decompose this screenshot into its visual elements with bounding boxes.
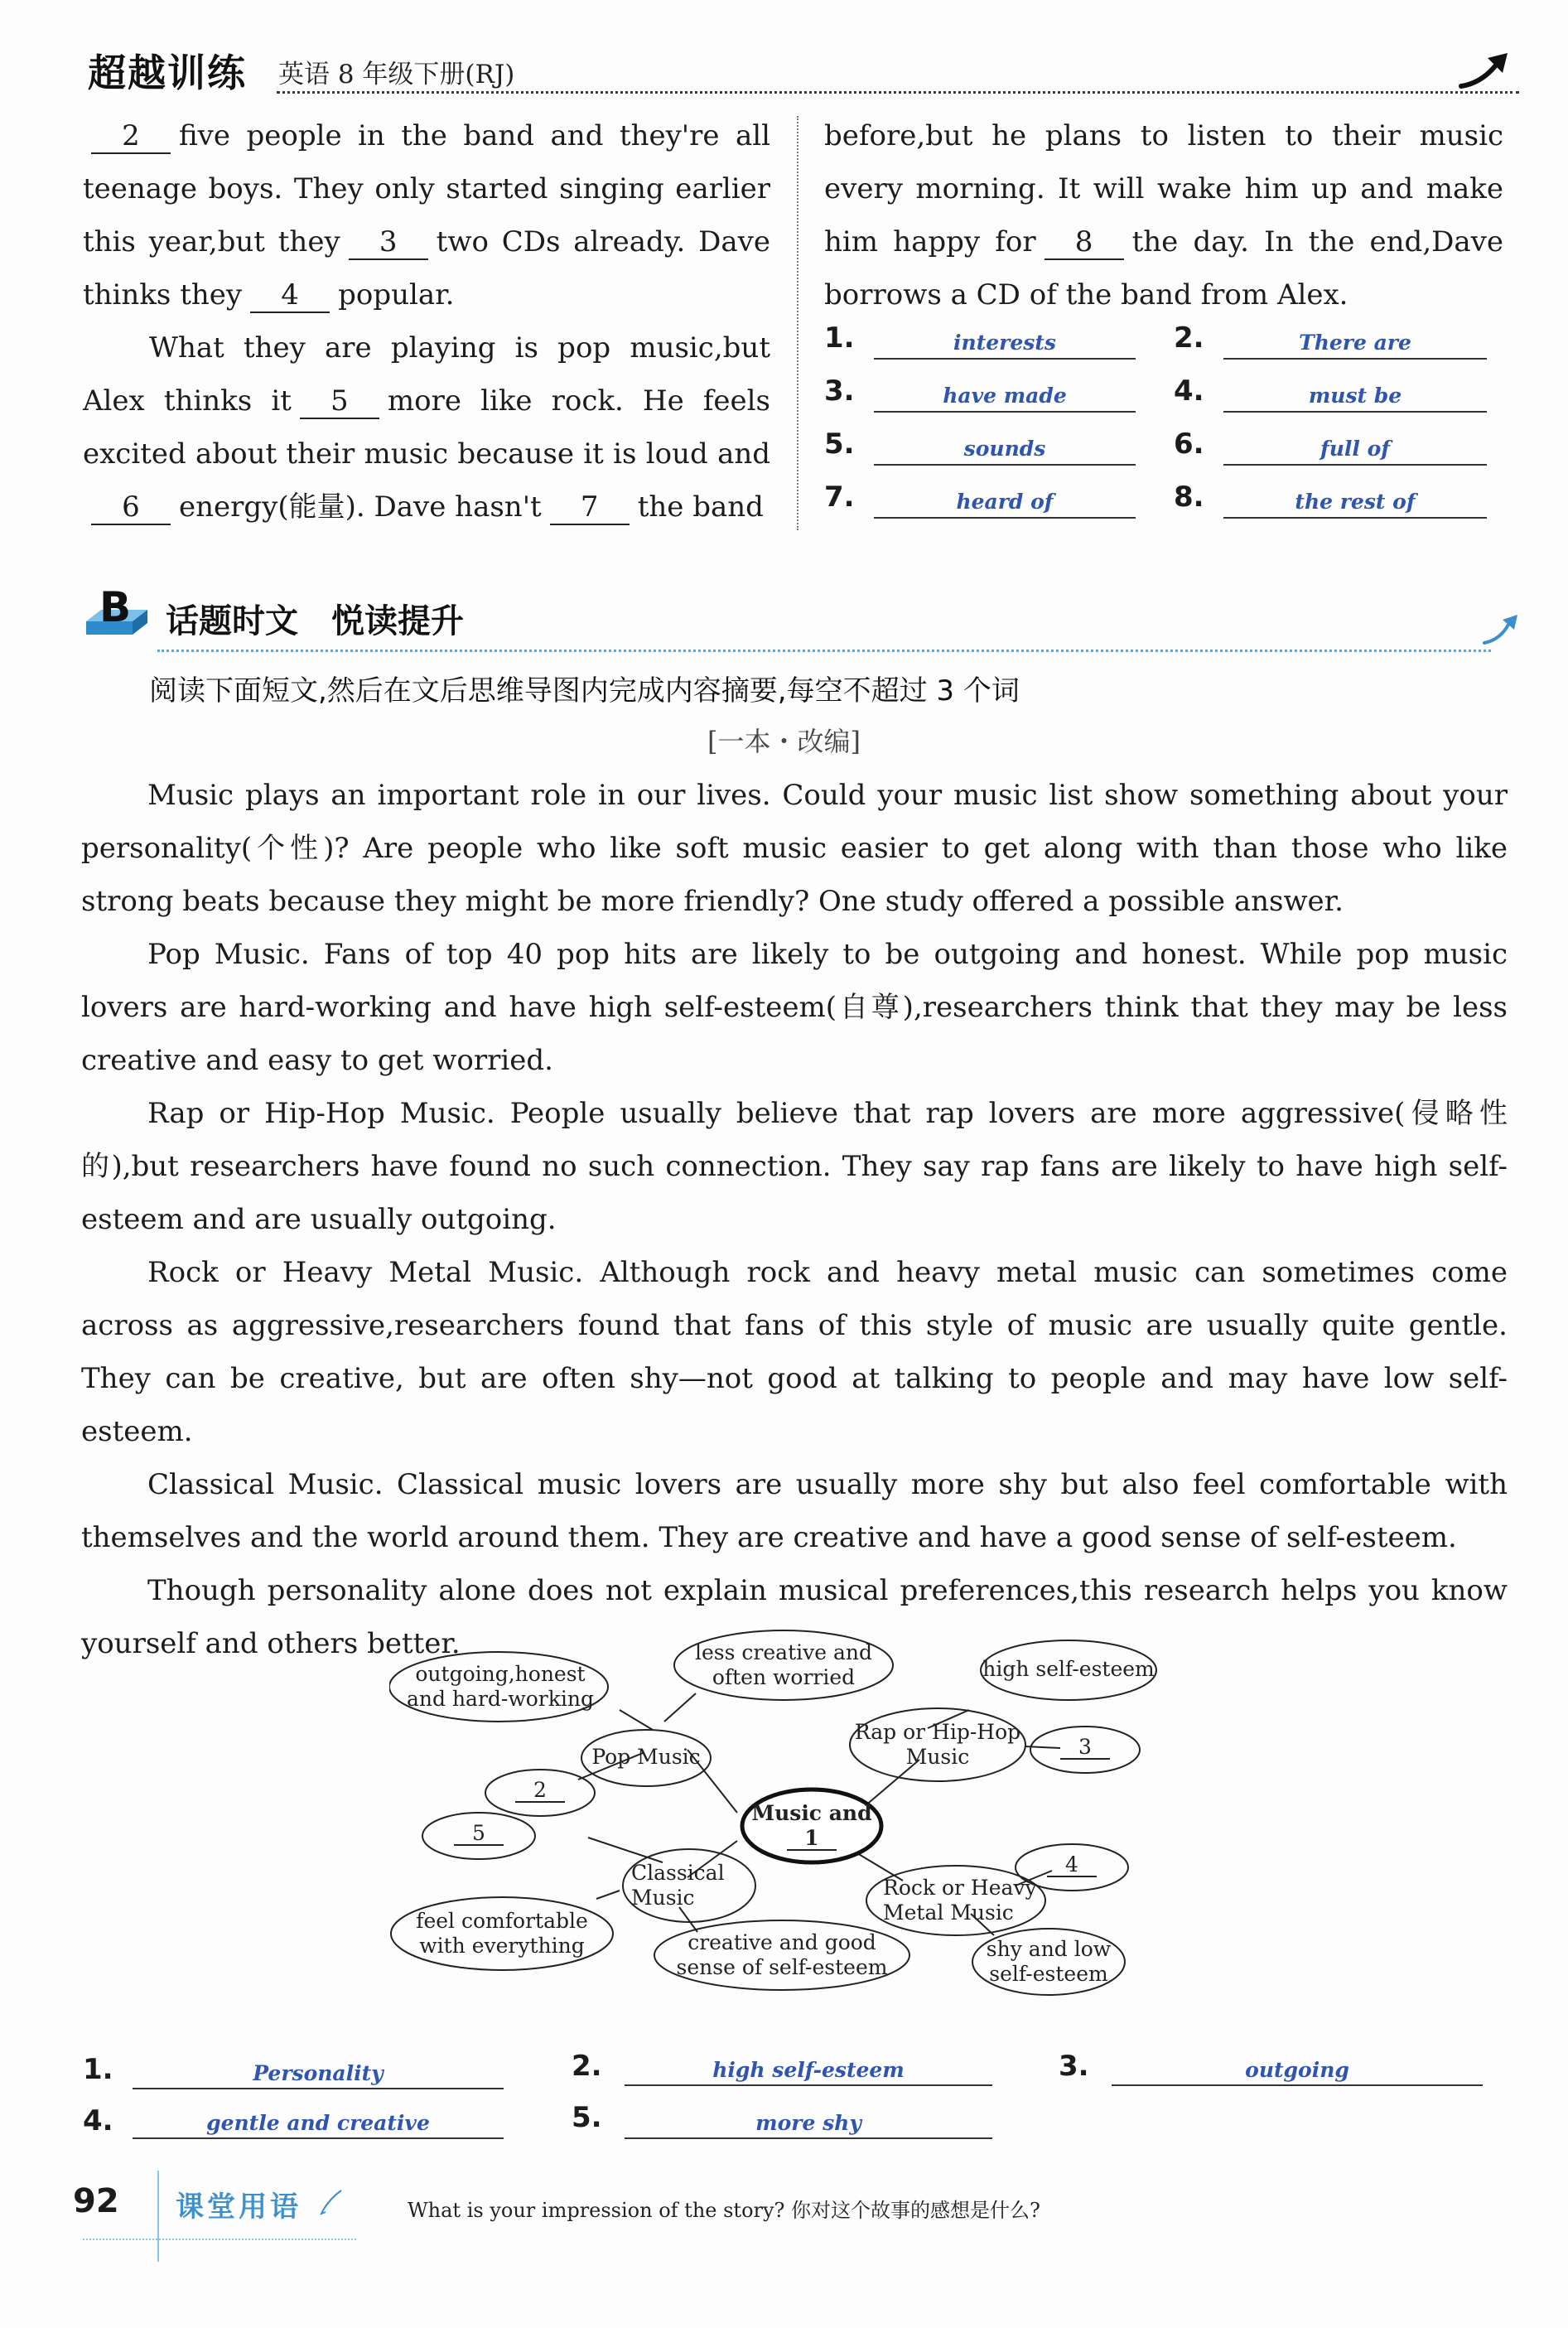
node-center: [742, 1801, 881, 1851]
node-text: outgoing,honest: [415, 1662, 586, 1686]
node-blank-4: [1016, 1852, 1128, 1877]
map-blank[interactable]: 1: [787, 1828, 837, 1851]
instruction-text: 阅读下面短文,然后在文后思维导图内完成内容摘要,每空不超过 3 个词: [149, 674, 1020, 708]
node-text: Rap or Hip-Hop: [854, 1720, 1021, 1744]
source-note: [一本・改编]: [707, 726, 861, 757]
footer-phrase: What is your impression of the story? 你对这个故事的感想是什么?: [408, 2199, 1040, 2222]
node-rock-music: [866, 1876, 1062, 1925]
answer-number: 2.: [572, 2050, 602, 2083]
answer-row: [824, 374, 1503, 427]
answer-field[interactable]: Personality: [133, 2055, 504, 2089]
header-divider: [277, 91, 1519, 94]
node-rap-music: [850, 1720, 1025, 1770]
book-title: 超越训练: [88, 51, 247, 95]
section-divider: [157, 650, 1491, 652]
reading-passage: [81, 769, 1508, 1670]
passage-paragraph: Rock or Heavy Metal Music. Although rock and heavy metal music can sometimes come across as aggressive,researchers found that fans of this style of music are usually quite gentle. They can be creative, but are often shy—not good at talking to people and may have low self-esteem.: [81, 1256, 1508, 1448]
cloze-blank: 6: [91, 490, 171, 525]
cloze-paragraph-2: [83, 321, 770, 534]
answer-number: 4.: [1174, 374, 1204, 408]
cloze-blank: 4: [250, 278, 330, 313]
answer-field[interactable]: have made: [874, 378, 1136, 413]
node-classical-trait: [394, 1909, 610, 1959]
answer-number: 3.: [1059, 2050, 1089, 2083]
node-classical-music: [623, 1861, 764, 1910]
node-text: shy and low: [986, 1937, 1112, 1961]
answer-number: 1.: [824, 321, 855, 355]
answer-number: 3.: [824, 374, 855, 408]
answer-field[interactable]: high self-esteem: [625, 2051, 992, 2086]
cloze-text: energy(能量). Dave hasn't: [179, 490, 542, 524]
cloze-blank: 8: [1045, 225, 1124, 260]
passage-paragraph: Classical Music. Classical music lovers are usually more shy but also feel comfortable with themselves and the world around them. They are creative and have a good sense of self-esteem.: [81, 1468, 1508, 1554]
swoosh-arrow-icon: [1483, 611, 1524, 650]
map-blank[interactable]: 5: [454, 1823, 504, 1846]
node-text: less creative and: [695, 1640, 872, 1664]
node-text: feel comfortable: [416, 1909, 588, 1933]
section-letter: B: [99, 583, 132, 631]
passage-paragraph: Though personality alone does not explain musical preferences,this research helps you know yourself and others better.: [81, 1574, 1508, 1660]
answer-field[interactable]: must be: [1223, 378, 1487, 413]
cloze-text: before,but he plans to listen to their music every morning. It will wake him up and make him happy for: [824, 119, 1503, 258]
node-pop-weakness: [684, 1640, 883, 1690]
cloze-blank: 2: [91, 119, 171, 154]
cloze-right-column: [824, 109, 1503, 321]
node-text: Rock or Heavy: [883, 1876, 1037, 1900]
node-pop-traits: [401, 1662, 600, 1712]
answer-row: [824, 481, 1503, 534]
pen-icon: [318, 2187, 346, 2215]
page-number: 92: [73, 2182, 119, 2220]
node-blank-5: [422, 1821, 535, 1846]
node-text: high self-esteem: [982, 1657, 1155, 1681]
cloze-blank: 5: [300, 384, 379, 419]
answer-field[interactable]: interests: [874, 325, 1136, 360]
node-text: creative and good: [688, 1930, 876, 1954]
node-text: self-esteem: [989, 1962, 1108, 1986]
passage-paragraph: Music plays an important role in our lives. Could your music list show something about your personality(个性)? Are people who like soft music easier to get along with than those who like strong beats because they might be more friendly? One study offered a possible answer.: [81, 779, 1508, 918]
answer-field[interactable]: heard of: [874, 484, 1136, 519]
node-blank-2: [485, 1778, 595, 1803]
answer-row: [824, 321, 1503, 374]
column-divider: [797, 116, 798, 530]
cloze-text: the day. In the end,Dave borrows a CD of the band from Alex.: [824, 225, 1503, 312]
page-header: [83, 40, 1508, 106]
node-text: with everything: [419, 1934, 585, 1958]
answer-field[interactable]: more shy: [625, 2104, 992, 2139]
answer-number: 4.: [83, 2104, 113, 2137]
node-text: sense of self-esteem: [676, 1955, 888, 1979]
answer-field[interactable]: sounds: [874, 431, 1136, 466]
center-text: Music and: [751, 1801, 872, 1825]
node-text: and hard-working: [406, 1687, 594, 1711]
answer-number: 1.: [83, 2053, 113, 2086]
passage-paragraph: Pop Music. Fans of top 40 pop hits are likely to be outgoing and honest. While pop music lovers are hard-working and have high self-esteem(自尊),researchers think that they may be less creative and easy to get worried.: [81, 938, 1508, 1077]
answer-field[interactable]: There are: [1223, 325, 1487, 360]
node-text: Metal Music: [883, 1901, 1014, 1925]
node-blank-3: [1030, 1735, 1140, 1760]
answer-field[interactable]: outgoing: [1112, 2051, 1483, 2086]
map-blank[interactable]: 2: [515, 1780, 565, 1803]
node-pop-music: [581, 1745, 711, 1770]
node-rap-trait: [981, 1657, 1156, 1682]
book-subtitle: 英语 8 年级下册(RJ): [278, 60, 515, 89]
swoosh-arrow-icon: [1458, 46, 1516, 96]
footer-rule: [83, 2239, 356, 2240]
cloze-text: What they are playing is pop music,but Alex thinks it: [83, 331, 770, 418]
map-blank[interactable]: 3: [1060, 1736, 1110, 1760]
cloze-left-column: [83, 109, 770, 534]
node-text: Music: [631, 1886, 695, 1910]
answer-field[interactable]: gentle and creative: [133, 2104, 504, 2139]
node-rock-trait: [972, 1937, 1125, 1987]
answer-number: 5.: [824, 427, 855, 461]
cloze-text: more like rock. He feels excited about their music because it is loud and: [83, 384, 770, 471]
cloze-text: two CDs already. Dave thinks they: [83, 225, 771, 312]
answer-number: 8.: [1174, 481, 1204, 514]
node-text: often worried: [712, 1665, 856, 1689]
cloze-answer-grid: [824, 321, 1503, 534]
node-text: Pop Music: [591, 1745, 701, 1769]
passage-paragraph: Rap or Hip-Hop Music. People usually believe that rap lovers are more aggressive(侵略性的),but researchers have found no such connection. They say rap fans are likely to have high self-esteem and are usually outgoing.: [81, 1097, 1508, 1236]
answer-field[interactable]: full of: [1223, 431, 1487, 466]
cloze-text: five people in the band and they're all teenage boys. They only started singing earlier this year,but they: [83, 119, 770, 258]
map-blank[interactable]: 4: [1047, 1854, 1097, 1877]
answer-row: [824, 427, 1503, 481]
answer-field[interactable]: the rest of: [1223, 484, 1487, 519]
answer-number: 2.: [1174, 321, 1204, 355]
footer-label: 课堂用语: [176, 2190, 302, 2224]
answer-number: 7.: [824, 481, 855, 514]
footer-divider: [157, 2171, 159, 2262]
cloze-blank: 7: [550, 490, 630, 525]
node-classical-trait-2: [654, 1930, 909, 1980]
node-text: Music: [905, 1745, 970, 1769]
mind-map: [389, 1624, 1201, 2005]
answer-number: 5.: [572, 2101, 602, 2134]
answer-number: 6.: [1174, 427, 1204, 461]
cloze-text: the band: [637, 490, 764, 524]
node-text: Classical: [631, 1861, 725, 1885]
cloze-blank: 3: [349, 225, 428, 260]
section-b-header: [83, 580, 1508, 654]
cloze-text: popular.: [338, 278, 455, 312]
section-title: 话题时文 悦读提升: [166, 602, 464, 640]
